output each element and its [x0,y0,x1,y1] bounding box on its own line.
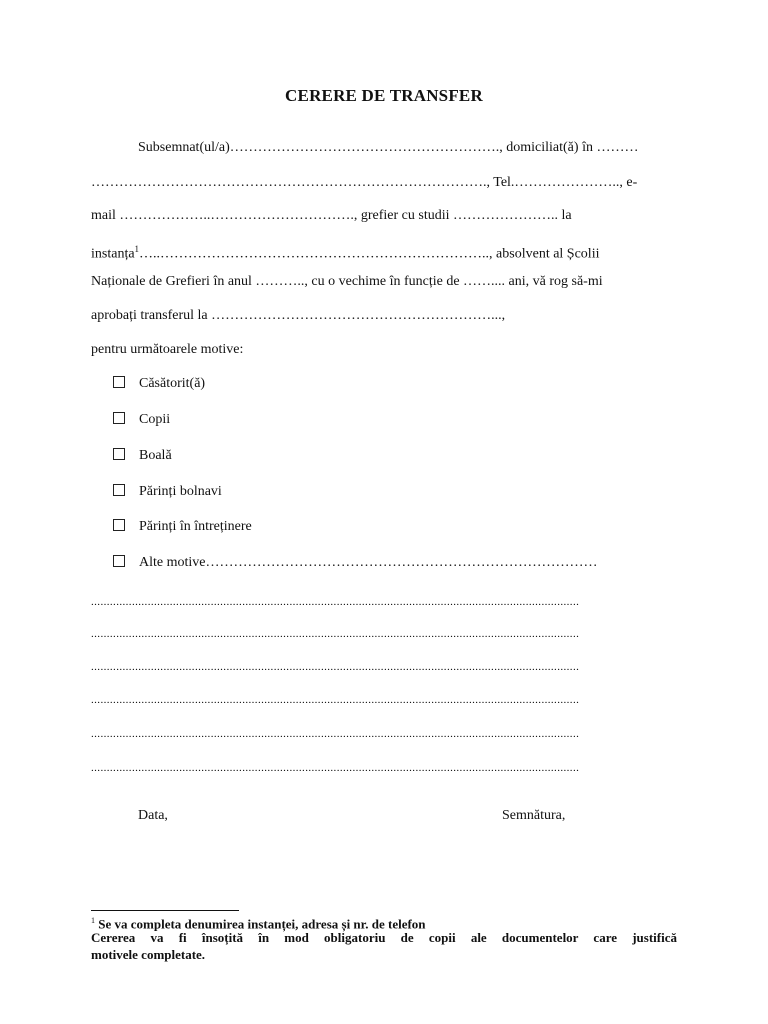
option-dependent-parents[interactable] [113,518,252,536]
checkbox-icon[interactable] [113,412,125,424]
blank-line-4[interactable]: ........................................................................................................................................................... [91,694,580,706]
body-line-2: …………………………………………………………………………., Tel.………………….., e- [91,175,638,190]
option-illness[interactable] [113,447,172,465]
checkbox-icon[interactable] [113,555,125,567]
blank-line-6[interactable]: ........................................................................................................................................................... [91,762,580,774]
blank-line-1[interactable]: ........................................................................................................................................................... [91,596,580,608]
option-label: Părinți în întreținere [139,519,252,534]
body-line-7: pentru următoarele motive: [91,342,244,357]
option-sick-parents[interactable] [113,483,222,501]
option-label: Căsătorit(ă) [139,376,206,391]
instanta-word: instanța [91,246,135,262]
option-label: Boală [139,448,172,463]
footnote-mark: 1 [91,916,95,925]
blank-line-3[interactable]: ........................................................................................................................................................... [91,661,580,673]
note-line-2: motivele completate. [91,947,206,962]
blank-line-5[interactable]: ........................................................................................................................................................... [91,728,580,740]
date-label: Data, [138,808,168,823]
body-line-6: aprobați transferul la ……………………………………………………..., [91,308,506,323]
footnote-ref: 1 [134,244,140,254]
note-line-1: Cererea va fi însoțită în mod obligatoriu de copii ale documentelor care justifică [91,930,677,945]
option-married[interactable] [113,375,205,393]
footnote-content: Se va completa denumirea instanței, adresa și nr. de telefon [98,916,426,932]
signature-label: Semnătura, [502,808,566,823]
checkbox-icon[interactable] [113,376,125,388]
blank-line-2[interactable]: ........................................................................................................................................................... [91,628,580,640]
option-other[interactable] [113,554,677,572]
checkbox-icon[interactable] [113,484,125,496]
body-line-1: Subsemnat(ul/a)…………………………………………………., domiciliat(ă) în ……… [138,140,639,155]
document-title: CERERE DE TRANSFER [285,86,483,105]
body-line-4 [91,240,677,264]
option-children[interactable] [113,411,170,429]
checkbox-icon[interactable] [113,448,125,460]
option-label: Alte motive………………………………………………………………………… [139,555,598,570]
checkbox-icon[interactable] [113,519,125,531]
option-label: Părinți bolnavi [139,484,222,499]
option-label: Copii [139,412,171,427]
body-line-3: mail ………………..…………………………., grefier cu studii ………………….. la [91,208,572,223]
footnote-divider [91,910,239,911]
body-line-4-rest: …..…………………………………………………………….., absolvent al Școlii [139,246,600,262]
body-line-5: Naționale de Grefieri în anul ……….., cu o vechime în funcție de …….... ani, vă rog să-mi [91,274,603,289]
